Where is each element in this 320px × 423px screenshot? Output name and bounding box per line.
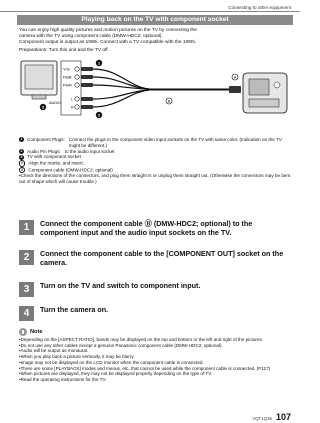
svg-text:2: 2	[97, 112, 101, 118]
intro-paragraph	[19, 28, 291, 46]
legend-mark: 2	[20, 148, 23, 153]
legend-desc: to the audio input socket	[64, 148, 115, 154]
marker-3	[40, 104, 46, 110]
tv-illustration	[21, 61, 57, 99]
section-header: Connecting to other equipment	[228, 5, 291, 10]
step-1	[19, 220, 291, 237]
intro-line-1: You can enjoy high quality pictures and motion pictures on the TV by connecting the	[19, 28, 197, 33]
svg-text:B: B	[167, 99, 171, 104]
step-number: 2	[19, 250, 34, 265]
step-text: Turn the camera on.	[40, 305, 109, 314]
legend-label: TV with component socket	[27, 154, 81, 160]
note-title: Note	[30, 329, 43, 335]
step-text: Connect the component cable to the [COMPONENT OUT] socket on the camera.	[40, 249, 284, 267]
step-number: 3	[19, 282, 34, 297]
svg-text:3: 3	[41, 104, 45, 110]
step-text: Turn on the TV and switch to component input.	[40, 281, 201, 290]
label-l: L	[71, 97, 73, 102]
marker-1	[96, 60, 102, 66]
label-audio: AUDIO	[49, 101, 62, 105]
page-number: 107	[275, 412, 291, 422]
component-plugs	[81, 67, 93, 87]
document-code: VQT1Q36	[252, 416, 272, 421]
step-3	[19, 282, 291, 297]
note-item: •Audio will be output as monaural.	[19, 348, 89, 354]
legend-item	[19, 137, 291, 149]
svg-text:1: 1	[97, 60, 101, 66]
note-item: •Do not use any other cables except a genuine Panasonic component cable (DMW-HDC2; optional).	[19, 342, 223, 348]
legend-check-note: •Check the directions of the connectors, and plug them straight in or unplug them straight out. (Otherwise the connectors may be bent out of shape which will cause trouble.)	[19, 172, 291, 184]
label-pr-r: Pʀ/R	[63, 82, 72, 88]
header-divider	[0, 11, 300, 12]
legend-label: Align the marks, and insert.	[28, 160, 85, 166]
note-item: •Image may not be displayed on the LCD monitor when the component cable is connected.	[19, 359, 204, 365]
intro-line-2: camera with the TV using component cable (DMW-HDC2: optional).	[19, 34, 163, 39]
step-number: 4	[19, 306, 34, 321]
legend-desc: Connect the plugs to the component video input sockets on the TV with same color. (Indication on the TV might be different.)	[68, 137, 282, 148]
cable-bundle	[93, 69, 229, 107]
legend-label: Audio Pin Plugs:	[27, 148, 61, 154]
step-2	[19, 250, 291, 267]
label-pb-b: Pʙ/B	[63, 74, 72, 80]
legend-label: Component Plugs:	[27, 137, 65, 142]
note-icon	[19, 328, 27, 336]
marker-a	[232, 74, 238, 80]
diagram-legend	[19, 137, 291, 185]
legend-mark: B	[19, 167, 25, 173]
marker-b	[166, 98, 172, 104]
notes-list	[19, 337, 291, 383]
section-banner: Playing back on the TV with component socket	[17, 15, 293, 25]
note-item: •When you play back a picture vertically, it may be blurry.	[19, 354, 135, 360]
note-item: •There are some [PLAYBACK] modes and menus, etc. that cannot be used while the component cable is connected. (P117)	[19, 365, 271, 371]
step-text: Connect the component cable Ⓑ (DMW-HDC2; optional) to the component input and the audio input sockets on the TV.	[40, 219, 253, 237]
camera-illustration	[243, 73, 287, 113]
camera-connector	[229, 86, 241, 93]
legend-mark: 1	[20, 137, 23, 142]
note-item: •When pictures are displayed, they may not be displayed properly depending on the type of TV.	[19, 371, 213, 377]
note-item: •Depending on the [ASPECT RATIO], bands may be displayed on the top and bottom or the left and right of the pictures.	[19, 337, 264, 342]
legend-label: Component cable (DMW-HDC2: optional)	[28, 167, 113, 172]
step-4	[19, 306, 291, 321]
step-number: 1	[19, 220, 34, 235]
note-heading	[19, 328, 42, 336]
audio-plugs	[81, 97, 93, 109]
legend-mark: A	[19, 160, 25, 166]
page-footer	[252, 412, 291, 422]
preparations: Preparations: Turn this unit and the TV off.	[19, 48, 109, 53]
svg-text:A: A	[233, 75, 237, 80]
label-y-g: Y/G	[63, 66, 70, 72]
legend-mark: 3	[20, 154, 23, 159]
note-item: •Read the operating instructions for the TV.	[19, 376, 107, 382]
intro-line-3: Component output is output as 1080i. Connect with a TV compatible with the 1080i.	[19, 40, 196, 45]
label-r: R	[71, 105, 74, 110]
marker-2	[96, 112, 102, 118]
connection-diagram	[19, 57, 291, 135]
